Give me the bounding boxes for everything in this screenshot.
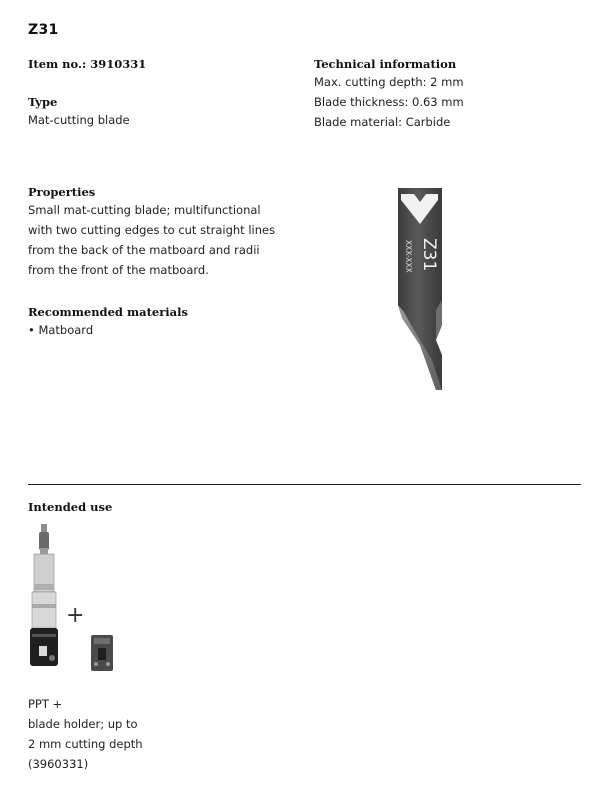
properties-line: Small mat-cutting blade; multifunctional [28, 203, 261, 217]
blade-holder-image [90, 634, 114, 672]
material-item: • Matboard [28, 323, 94, 337]
blade-image [380, 180, 460, 395]
technical-info-label: Technical information [314, 57, 457, 71]
tool-collar [40, 548, 48, 554]
holder-top [94, 638, 110, 644]
tool-band [34, 584, 54, 590]
recommended-materials-list [28, 320, 93, 340]
properties-text [28, 200, 275, 280]
product-code-title: Z31 [28, 22, 59, 38]
tool-band [32, 604, 56, 608]
tool-collet [39, 532, 49, 550]
properties-line: from the front of the matboard. [28, 263, 209, 277]
intended-use-line: blade holder; up to [28, 717, 138, 731]
blade-serial-number: XXX-XXX [404, 240, 413, 273]
recommended-materials-label: Recommended materials [28, 305, 188, 319]
technical-info-list [314, 72, 464, 132]
blade-material: Blade material: Carbide [314, 115, 451, 129]
tool-head-screw [49, 655, 55, 661]
properties-line: with two cutting edges to cut straight lines [28, 223, 276, 237]
intended-use-label: Intended use [28, 500, 113, 514]
holder-screw [94, 662, 98, 666]
intended-use-line: PPT + [28, 697, 63, 711]
intended-use-line: (3960331) [28, 757, 89, 771]
tool-shaft-lower [32, 592, 56, 628]
intended-use-line: 2 mm cutting depth [28, 737, 143, 751]
properties-label: Properties [28, 185, 96, 199]
type-value: Mat-cutting blade [28, 113, 130, 127]
holder-slot [98, 648, 106, 660]
type-label: Type [28, 95, 58, 109]
blade-engraving-code: Z31 [419, 238, 439, 272]
blade-thickness: Blade thickness: 0.63 mm [314, 95, 464, 109]
ppt-tool-image [22, 522, 68, 672]
tool-head-ring [32, 634, 56, 637]
holder-screw [106, 662, 110, 666]
section-divider [28, 484, 581, 485]
max-cutting-depth: Max. cutting depth: 2 mm [314, 75, 464, 89]
properties-line: from the back of the matboard and radii [28, 243, 260, 257]
plus-sign: + [66, 603, 85, 628]
item-number: Item no.: 3910331 [28, 57, 147, 71]
intended-use-text [28, 694, 143, 774]
tool-head-window [39, 646, 47, 656]
